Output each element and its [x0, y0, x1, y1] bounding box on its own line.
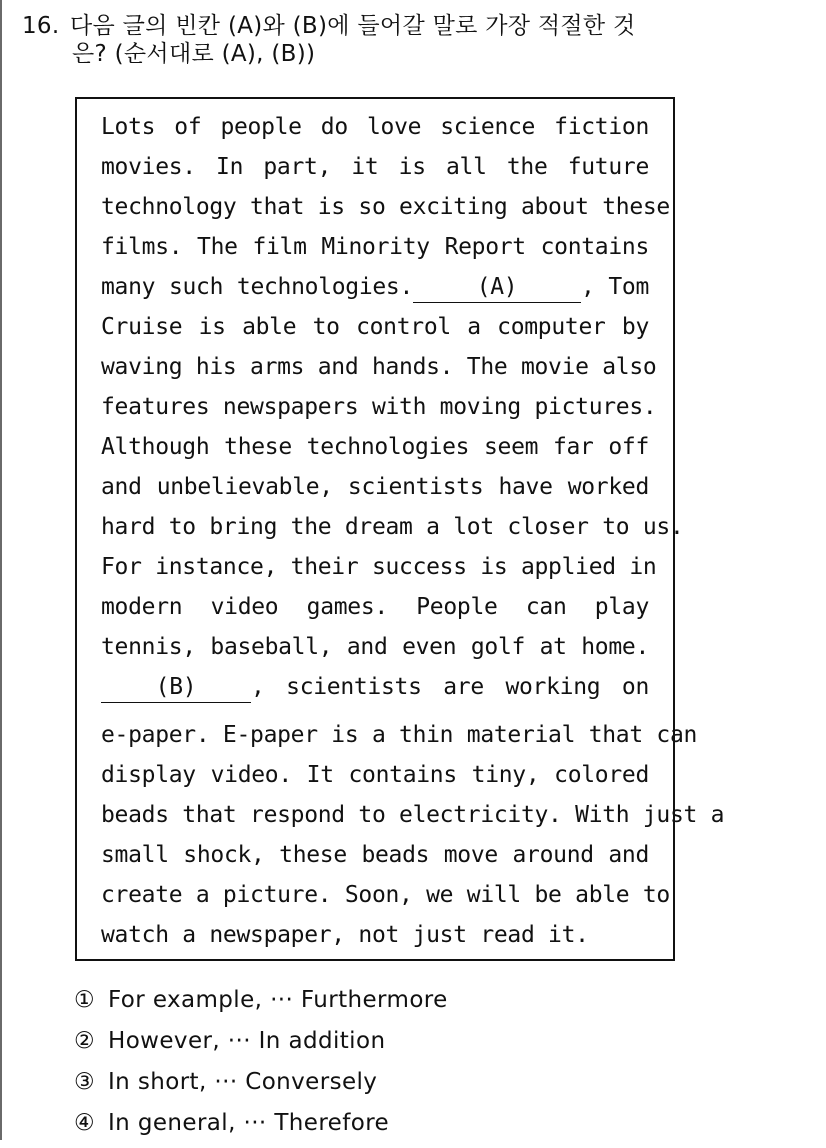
passage-line: movies. In part, it is all the future — [101, 154, 649, 180]
page-left-border — [0, 0, 2, 1140]
choice-text: In short, ··· Conversely — [108, 1069, 378, 1095]
question-line-1 — [22, 12, 782, 40]
passage-line: hard to bring the dream a lot closer to us. — [101, 514, 684, 540]
choice-text: In general, ··· Therefore — [108, 1110, 390, 1136]
choice-marker: ③ — [74, 1069, 96, 1095]
passage-line: modern video games. People can play — [101, 594, 649, 620]
choice-text: For example, ··· Furthermore — [108, 987, 448, 1013]
choice-marker: ① — [74, 987, 96, 1013]
passage-line: small shock, these beads move around and — [101, 842, 649, 868]
passage-line-with-blank-a — [101, 267, 649, 307]
passage-line: tennis, baseball, and even golf at home. — [101, 634, 649, 660]
passage-line: display video. It contains tiny, colored — [101, 762, 649, 788]
choice-1[interactable] — [74, 984, 448, 1025]
question-number: 16. — [22, 13, 60, 39]
choice-text: However, ··· In addition — [108, 1028, 386, 1054]
question-prompt — [22, 12, 782, 68]
passage-line: watch a newspaper, not just read it. — [101, 922, 589, 948]
passage-box — [75, 97, 725, 961]
passage-line: waving his arms and hands. The movie also — [101, 354, 657, 380]
choice-marker: ② — [74, 1028, 96, 1054]
passage-line: Cruise is able to control a computer by — [101, 314, 649, 340]
blank-a: (A) — [413, 272, 581, 303]
passage-line: features newspapers with moving pictures. — [101, 394, 657, 420]
passage-line: and unbelievable, scientists have worked — [101, 474, 649, 500]
passage-line: Lots of people do love science fiction — [101, 114, 649, 140]
passage-text: , scientists are working on — [251, 674, 649, 700]
passage-text: , Tom — [581, 274, 649, 300]
passage-line: beads that respond to electricity. With just a — [101, 802, 725, 828]
passage-line: create a picture. Soon, we will be able to — [101, 882, 670, 908]
passage-line: e-paper. E-paper is a thin material that can — [101, 722, 698, 748]
question-text-1: 다음 글의 빈칸 (A)와 (B)에 들어갈 말로 가장 적절한 것 — [70, 13, 636, 39]
blank-b: (B) — [101, 672, 251, 703]
question-line-2: 은? (순서대로 (A), (B)) — [72, 41, 316, 67]
choice-2[interactable] — [74, 1025, 448, 1066]
passage-line: Although these technologies seem far off — [101, 434, 649, 460]
passage-line: technology that is so exciting about these — [101, 194, 670, 220]
answer-choices — [74, 984, 448, 1148]
passage-line: films. The film Minority Report contains — [101, 234, 649, 260]
choice-4[interactable] — [74, 1107, 448, 1148]
passage-text: many such technologies. — [101, 274, 414, 300]
choice-3[interactable] — [74, 1066, 448, 1107]
choice-marker: ④ — [74, 1110, 96, 1136]
passage-line-with-blank-b — [101, 667, 649, 707]
passage-line: For instance, their success is applied in — [101, 554, 657, 580]
